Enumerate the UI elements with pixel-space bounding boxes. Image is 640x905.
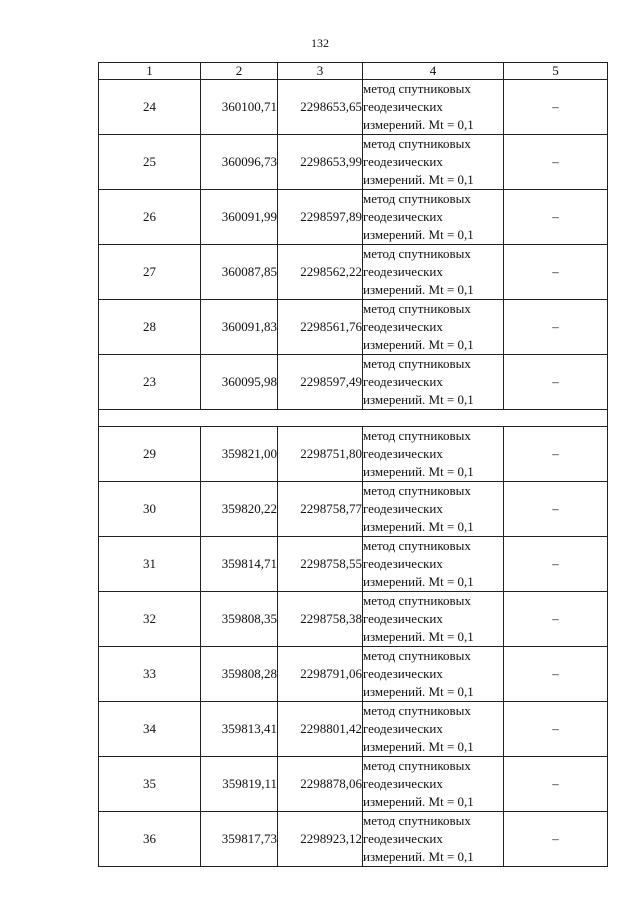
table-row xyxy=(99,702,608,757)
method-line: геодезических xyxy=(363,831,443,846)
method-line: измерений. Mt = 0,1 xyxy=(363,392,474,407)
table-header-row xyxy=(99,63,608,80)
method-cell xyxy=(363,647,504,702)
table-row xyxy=(99,537,608,592)
x-coordinate-cell: 360100,71 xyxy=(201,80,278,135)
method-cell xyxy=(363,702,504,757)
method-line: метод спутниковых xyxy=(363,648,471,663)
page-number: 132 xyxy=(311,36,329,50)
y-coordinate-cell: 2298653,99 xyxy=(278,135,363,190)
method-line: метод спутниковых xyxy=(363,703,471,718)
note-cell: – xyxy=(504,135,608,190)
method-line: метод спутниковых xyxy=(363,483,471,498)
method-line: метод спутниковых xyxy=(363,81,471,96)
x-coordinate-cell: 359814,71 xyxy=(201,537,278,592)
method-line: геодезических xyxy=(363,264,443,279)
method-line: измерений. Mt = 0,1 xyxy=(363,282,474,297)
point-number-cell: 35 xyxy=(99,757,201,812)
method-cell xyxy=(363,190,504,245)
method-cell xyxy=(363,245,504,300)
table-row xyxy=(99,190,608,245)
x-coordinate-cell: 360095,98 xyxy=(201,355,278,410)
y-coordinate-cell: 2298653,65 xyxy=(278,80,363,135)
method-cell xyxy=(363,812,504,867)
method-line: геодезических xyxy=(363,319,443,334)
method-cell xyxy=(363,482,504,537)
method-cell xyxy=(363,300,504,355)
column-header-4: 4 xyxy=(363,63,504,80)
column-header-1: 1 xyxy=(99,63,201,80)
method-line: геодезических xyxy=(363,209,443,224)
table-row xyxy=(99,135,608,190)
method-line: геодезических xyxy=(363,154,443,169)
method-line: измерений. Mt = 0,1 xyxy=(363,849,474,864)
column-header-2: 2 xyxy=(201,63,278,80)
table-row xyxy=(99,592,608,647)
note-cell: – xyxy=(504,300,608,355)
method-line: измерений. Mt = 0,1 xyxy=(363,574,474,589)
method-line: измерений. Mt = 0,1 xyxy=(363,227,474,242)
coordinates-table xyxy=(98,62,608,867)
method-line: метод спутниковых xyxy=(363,538,471,553)
table-row xyxy=(99,427,608,482)
table-row xyxy=(99,80,608,135)
method-line: геодезических xyxy=(363,776,443,791)
note-cell: – xyxy=(504,537,608,592)
point-number-cell: 28 xyxy=(99,300,201,355)
point-number-cell: 25 xyxy=(99,135,201,190)
x-coordinate-cell: 359817,73 xyxy=(201,812,278,867)
method-cell xyxy=(363,757,504,812)
table-row xyxy=(99,355,608,410)
y-coordinate-cell: 2298791,06 xyxy=(278,647,363,702)
method-line: измерений. Mt = 0,1 xyxy=(363,794,474,809)
method-line: метод спутниковых xyxy=(363,593,471,608)
method-line: измерений. Mt = 0,1 xyxy=(363,117,474,132)
method-line: измерений. Mt = 0,1 xyxy=(363,337,474,352)
table-row xyxy=(99,757,608,812)
method-line: измерений. Mt = 0,1 xyxy=(363,684,474,699)
method-line: измерений. Mt = 0,1 xyxy=(363,172,474,187)
table-body xyxy=(99,80,608,867)
x-coordinate-cell: 360096,73 xyxy=(201,135,278,190)
x-coordinate-cell: 359813,41 xyxy=(201,702,278,757)
y-coordinate-cell: 2298878,06 xyxy=(278,757,363,812)
note-cell: – xyxy=(504,702,608,757)
x-coordinate-cell: 359821,00 xyxy=(201,427,278,482)
note-cell: – xyxy=(504,245,608,300)
x-coordinate-cell: 359808,35 xyxy=(201,592,278,647)
point-number-cell: 30 xyxy=(99,482,201,537)
y-coordinate-cell: 2298597,89 xyxy=(278,190,363,245)
y-coordinate-cell: 2298562,22 xyxy=(278,245,363,300)
method-line: геодезических xyxy=(363,99,443,114)
x-coordinate-cell: 360091,99 xyxy=(201,190,278,245)
method-line: метод спутниковых xyxy=(363,428,471,443)
method-cell xyxy=(363,80,504,135)
method-line: геодезических xyxy=(363,611,443,626)
table-row xyxy=(99,245,608,300)
note-cell: – xyxy=(504,757,608,812)
y-coordinate-cell: 2298758,77 xyxy=(278,482,363,537)
method-line: метод спутниковых xyxy=(363,758,471,773)
x-coordinate-cell: 359820,22 xyxy=(201,482,278,537)
note-cell: – xyxy=(504,647,608,702)
point-number-cell: 32 xyxy=(99,592,201,647)
point-number-cell: 33 xyxy=(99,647,201,702)
method-line: геодезических xyxy=(363,556,443,571)
note-cell: – xyxy=(504,355,608,410)
method-line: метод спутниковых xyxy=(363,356,471,371)
group-separator-cell xyxy=(99,410,608,427)
note-cell: – xyxy=(504,427,608,482)
method-cell xyxy=(363,592,504,647)
method-line: метод спутниковых xyxy=(363,301,471,316)
point-number-cell: 31 xyxy=(99,537,201,592)
method-line: метод спутниковых xyxy=(363,246,471,261)
x-coordinate-cell: 360091,83 xyxy=(201,300,278,355)
y-coordinate-cell: 2298923,12 xyxy=(278,812,363,867)
method-line: измерений. Mt = 0,1 xyxy=(363,739,474,754)
note-cell: – xyxy=(504,80,608,135)
point-number-cell: 26 xyxy=(99,190,201,245)
method-cell xyxy=(363,537,504,592)
note-cell: – xyxy=(504,812,608,867)
y-coordinate-cell: 2298561,76 xyxy=(278,300,363,355)
x-coordinate-cell: 359819,11 xyxy=(201,757,278,812)
method-line: геодезических xyxy=(363,501,443,516)
y-coordinate-cell: 2298758,55 xyxy=(278,537,363,592)
x-coordinate-cell: 360087,85 xyxy=(201,245,278,300)
y-coordinate-cell: 2298758,38 xyxy=(278,592,363,647)
method-line: геодезических xyxy=(363,374,443,389)
point-number-cell: 23 xyxy=(99,355,201,410)
method-line: геодезических xyxy=(363,721,443,736)
method-line: измерений. Mt = 0,1 xyxy=(363,464,474,479)
point-number-cell: 24 xyxy=(99,80,201,135)
y-coordinate-cell: 2298751,80 xyxy=(278,427,363,482)
table-row xyxy=(99,482,608,537)
note-cell: – xyxy=(504,592,608,647)
column-header-3: 3 xyxy=(278,63,363,80)
method-line: метод спутниковых xyxy=(363,813,471,828)
method-cell xyxy=(363,427,504,482)
table-row xyxy=(99,300,608,355)
method-line: метод спутниковых xyxy=(363,191,471,206)
point-number-cell: 27 xyxy=(99,245,201,300)
column-header-5: 5 xyxy=(504,63,608,80)
point-number-cell: 29 xyxy=(99,427,201,482)
point-number-cell: 36 xyxy=(99,812,201,867)
method-line: геодезических xyxy=(363,666,443,681)
note-cell: – xyxy=(504,190,608,245)
table-row xyxy=(99,647,608,702)
method-cell xyxy=(363,135,504,190)
method-line: измерений. Mt = 0,1 xyxy=(363,629,474,644)
point-number-cell: 34 xyxy=(99,702,201,757)
y-coordinate-cell: 2298801,42 xyxy=(278,702,363,757)
x-coordinate-cell: 359808,28 xyxy=(201,647,278,702)
y-coordinate-cell: 2298597,49 xyxy=(278,355,363,410)
note-cell: – xyxy=(504,482,608,537)
method-line: геодезических xyxy=(363,446,443,461)
group-separator-row xyxy=(99,410,608,427)
method-line: метод спутниковых xyxy=(363,136,471,151)
method-cell xyxy=(363,355,504,410)
method-line: измерений. Mt = 0,1 xyxy=(363,519,474,534)
table-row xyxy=(99,812,608,867)
